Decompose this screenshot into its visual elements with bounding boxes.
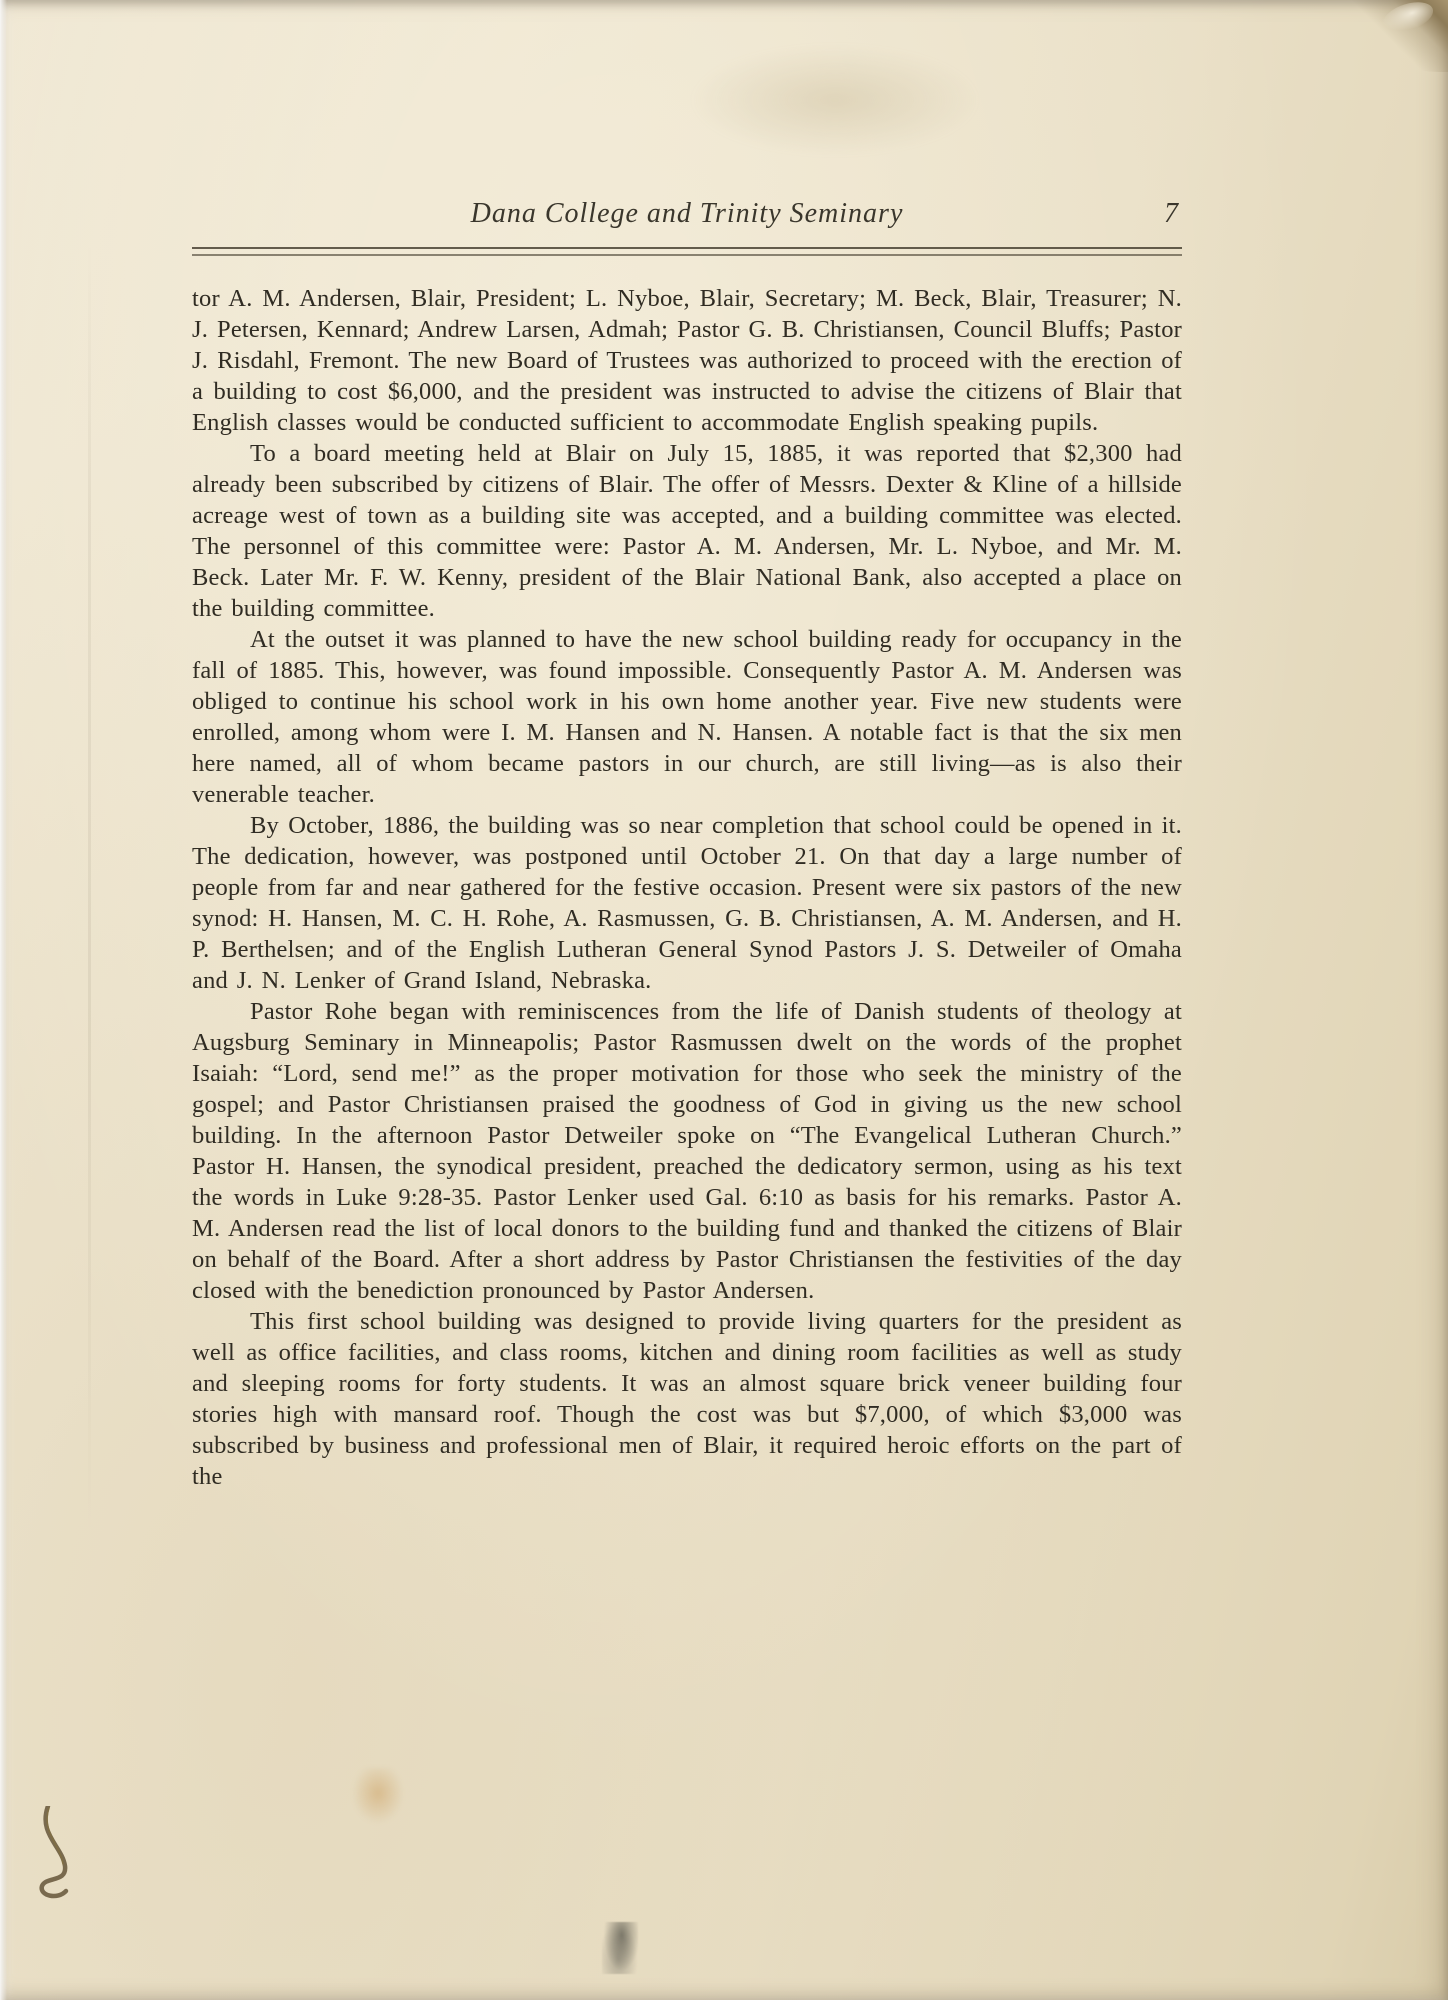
header-double-rule: [192, 247, 1182, 256]
paragraph: By October, 1886, the building was so near completion that school could be opened in it. The dedication, however, was postponed until October 21. On that day a large number of people from far and near gathered for the festive occasion. Present were six pastors of the new synod: H. Hansen, M. C. H. Rohe, A. Rasmussen, G. B. Christiansen, A. M. Andersen, and H. P. Berthelsen; and of the English Lutheran General Synod Pastors J. S. Detweiler of Omaha and J. N. Lenker of Grand Island, Nebraska.: [192, 812, 1182, 994]
body-text: [192, 283, 1182, 1492]
paragraph: tor A. M. Andersen, Blair, President; L. Nyboe, Blair, Secretary; M. Beck, Blair, Treasurer; N. J. Petersen, Kennard; Andrew Larsen, Admah; Pastor G. B. Christiansen, Council Bluffs; Pastor J. Risdahl, Fremont. The new Board of Trustees was authorized to proceed with the erection of a building to cost $6,000, and the president was instructed to advise the citizens of Blair that English classes would be conducted sufficient to accommodate English speaking pupils.: [192, 285, 1182, 436]
paragraph: At the outset it was planned to have the new school building ready for occupancy in the fall of 1885. This, however, was found impossible. Consequently Pastor A. M. Andersen was obliged to continue his school work in his own home another year. Five new students were enrolled, among whom were I. M. Hansen and N. Hansen. A notable fact is that the six men here named, all of whom became pastors in our church, are still living—as is also their venerable teacher.: [192, 626, 1182, 808]
paper-stain: [352, 1768, 404, 1824]
scan-edge-highlight: [0, 0, 7, 2000]
ink-smudge: [602, 1922, 638, 1974]
paragraph: This first school building was designed to provide living quarters for the president as well as office facilities, and class rooms, kitchen and dining room facilities as well as study and sleeping rooms for forty students. It was an almost square brick veneer building four stories high with mansard roof. Though the cost was but $7,000, of which $3,000 was subscribed by business and professional men of Blair, it required heroic efforts on the part of the: [192, 1308, 1182, 1490]
folded-corner: [1352, 0, 1448, 72]
paragraph: Pastor Rohe began with reminiscences from the life of Danish students of theology at Augsburg Seminary in Minneapolis; Pastor Rasmussen dwelt on the words of the prophet Isaiah: “Lord, send me!” as the proper motivation for those who seek the ministry of the gospel; and Pastor Christiansen praised the goodness of God in giving us the new school building. In the afternoon Pastor Detweiler spoke on “The Evangelical Lutheran Church.” Pastor H. Hansen, the synodical president, preached the dedicatory sermon, using as his text the words in Luke 9:28-35. Pastor Lenker used Gal. 6:10 as basis for his remarks. Pastor A. M. Andersen read the list of local donors to the building fund and thanked the citizens of Blair on behalf of the Board. After a short address by Pastor Christiansen the festivities of the day closed with the benediction pronounced by Pastor Andersen.: [192, 998, 1182, 1304]
ink-showthrough-blotch: [690, 45, 980, 155]
paragraph: To a board meeting held at Blair on July 15, 1885, it was reported that $2,300 had already been subscribed by citizens of Blair. The offer of Messrs. Dexter & Kline of a hillside acreage west of town as a building site was accepted, and a building committee was elected. The personnel of this committee were: Pastor A. M. Andersen, Mr. L. Nyboe, and Mr. M. Beck. Later Mr. F. W. Kenny, president of the Blair National Bank, also accepted a place on the building committee.: [192, 440, 1182, 622]
text-block: [192, 198, 1182, 1492]
binding-thread: [8, 1806, 128, 1936]
paper-crease: [88, 240, 91, 1540]
running-header: [192, 198, 1182, 232]
running-header-title: Dana College and Trinity Seminary: [470, 198, 904, 229]
page-number: 7: [1164, 198, 1178, 229]
